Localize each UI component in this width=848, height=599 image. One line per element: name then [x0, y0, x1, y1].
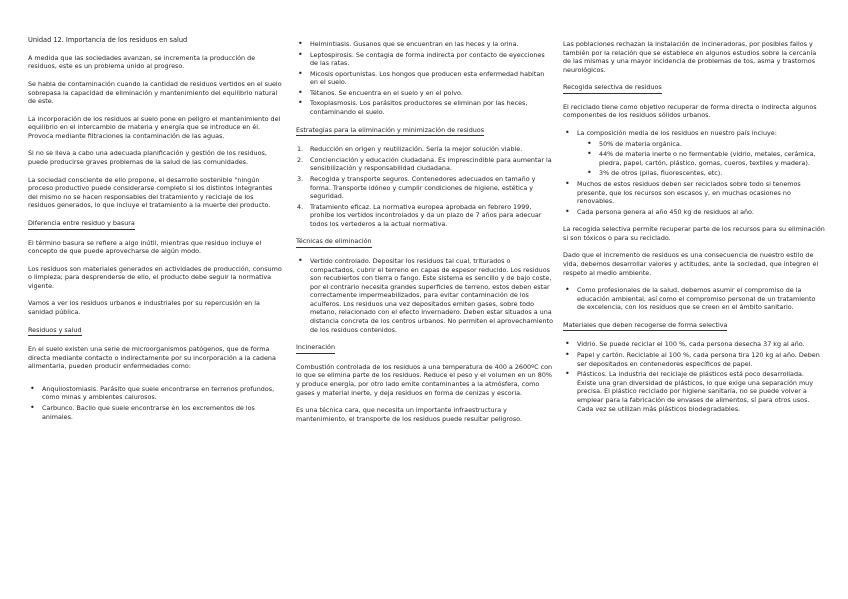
paragraph: En el suelo existen una serie de microorganismos patógenos, que de forma directa mediante contacto o indirectamente por su incorporación a la cadena alimentaria, pueden producir enfermedades como: [28, 345, 276, 371]
section-heading-tecnicas: Técnicas de eliminación [296, 237, 372, 248]
list-item [577, 129, 825, 178]
paragraph: Los residuos son materiales generados en actividades de producción, consumo o limpieza; para desprenderse de ello, el producto debe seguir la normativa vigente. [28, 264, 282, 290]
paragraph: La recogida selectiva permite recuperar parte de los recursos para su eliminación si son tóxicos o para su reciclado. [563, 225, 825, 242]
composition-list [563, 129, 825, 216]
paragraph: Dado que el incremento de residuos es una consecuencia de nuestro estilo de vida, debemos desarrollar valores y actitudes, ante la sociedad, que integren el respeto al medio ambiente. [563, 251, 819, 277]
paragraph: El término basura se refiere a algo inútil, mientras que residuo incluye el concepto de que puede aprovecharse de algún modo. [28, 238, 262, 256]
paragraph: Es una técnica cara, que necesita un importante infraestructura y mantenimiento, el transporte de los residuos puede resultar peligroso. [296, 406, 522, 423]
paragraph: La incorporación de los residuos al suelo pone en peligro el mantenimiento del equilibrio en el intercambio de materia y energía que se introduce en él. Provoca mediante filtraciones la contaminación de las aguas. [28, 114, 281, 140]
composition-sublist [585, 140, 825, 178]
list-item: • Como profesionales de la salud, debemos asumir el compromiso de la educación ambiental, así como el compromiso personal de un tratamiento de excelencia, con los residuos que se creen en el ámbito sanitario. [577, 286, 825, 312]
paragraph: Las poblaciones rechazan la instalación de incineradoras, por posibles fallos y también por la relación que se establece en algunos estudios sobre la cercanía de las mismas y una mayor incidencia de problemas de tos, asma y trastornos neurológicos. [563, 40, 817, 74]
strategies-list [296, 145, 554, 228]
section-heading-materiales: Materiales que deben recogerse de forma selectiva [563, 321, 727, 332]
sublist-item: • 3% de otros (pilas, fluorescentes, etc). [599, 169, 825, 178]
techniques-list [296, 257, 554, 334]
paragraph: Vamos a ver los residuos urbanos e industriales por su repercusión en la sanidad pública. [28, 299, 260, 316]
section-heading-estrategias: Estrategias para la eliminación y minimización de residuos [296, 126, 484, 137]
paragraph: Combustión controlada de los residuos a una temperatura de 400 a 2600ºC con lo que se elimina parte de los residuos. Reduce el peso y el volumen en un 80% y produce energía, por otro lado emite contaminantes a la atmósfera, como gases y material inerte, y deja residuos en forma de cenizas y escoria. [296, 362, 553, 397]
list-item: • Helmintiasis. Gusanos que se encuentran en las heces y la orina. [310, 40, 554, 49]
paragraph: Se habla de contaminación cuando la cantidad de residuos vertidos en el suelo sobrepasa la capacidad de eliminación y mantenimiento del equilibrio natural de este. [28, 79, 282, 106]
sublist-item: • 44% de materia inerte o no fermentable (vidrio, metales, cerámica, piedra, papel, cartón, plástico, gomas, cueros, textiles y madera). [599, 150, 825, 167]
list-item-text: La composición media de los residuos en nuestro país incluye: [577, 129, 777, 138]
list-item: • Muchos de estos residuos deben ser reciclados sobre todo si tenemos presente, que los recursos son escasos y, en muchas ocasiones no renovables. [577, 180, 825, 206]
column-1 [28, 36, 282, 430]
list-item: • Vidrio. Se puede reciclar el 100 %, cada persona desecha 37 kg al año. [577, 340, 825, 349]
list-item: • Anquilostomiasis. Parásito que suele encontrarse en terrenos profundos, como minas y ambientes calurosos. [42, 385, 282, 402]
list-item: Tratamiento eficaz. La normativa europea aprobada en febrero 1999, prohíbe los vertidos incontrolados y da un plazo de 7 años para adecuar todos los vertederos a la actual normativa. [310, 202, 542, 228]
section-heading-recogida: Recogida selectiva de residuos [563, 83, 662, 94]
list-item: Concienciación y educación ciudadana. Es imprescindible para aumentar la sensibilización y responsabilidad ciudadana. [310, 155, 552, 173]
list-item: • Carbunco. Bacilo que suele encontrarse en los excrementos de los animales. [42, 404, 282, 421]
paragraph: Si no se lleva a cabo una adecuada planificación y gestión de los residuos, puede producirse graves problemas de la salud de las comunidades. [28, 149, 267, 167]
list-item: • Micosis oportunistas. Los hongos que producen esta enfermedad habitan en el suelo. [310, 70, 554, 87]
column-3 [563, 40, 825, 422]
section-heading-residuos-salud: Residuos y salud [28, 326, 82, 337]
disease-list-continued [296, 40, 554, 117]
section-heading-incineracion: Incineración [296, 343, 335, 354]
list-item: Recogida y transporte seguros. Contenedores adecuados en tamaño y forma. Transporte idóneo y cumplir condiciones de higiene, estética y seguridad. [310, 174, 536, 201]
list-item: Reducción en origen y reutilización. Sería la mejor solución viable. [310, 145, 523, 154]
paragraph: El reciclado tiene como objetivo recuperar de forma directa o indirecta algunos componentes de los residuos sólidos urbanos. [563, 102, 817, 120]
list-item: • Vertido controlado. Depositar los residuos tal cual, triturados o compactados, cubrir el terreno en capas de espesor reducido. Los residuos son recubiertos con tierra o fango. Este sistema es sencillo y de bajo coste, por el contrario necesita grandes superficies de terreno, estos deben estar correctamente impermeabilizados, para evitar contaminación de los acuíferos. Los residuos una vez depositados emiten gases, sobre todo metano, relacionado con el efecto invernadero. Deben estar situados a una distancia concreta de los centros urbanos. No permiten el aprovechamiento de los residuos contenidos. [310, 257, 554, 334]
list-item: • Cada persona genera al año 450 kg de residuos al año. [577, 208, 825, 217]
disease-list [28, 385, 282, 421]
section-heading-residuo-basura: Diferencia entre residuo y basura [28, 219, 135, 230]
paragraph: La sociedad consciente de ello propone, el desarrollo sostenible "ningún proceso productivo puede considerarse completo si los distintos integrantes del mismo no se hacen responsables del tratamiento y reciclaje de los residuos generados, lo que incluye el tratamiento a la muerte del producto. [28, 175, 273, 210]
list-item: • Plásticos. La industria del reciclaje de plásticos está poco desarrollada. Existe una gran diversidad de plásticos, lo que exige una separación muy precisa. El plástico reciclado por higiene sanitaria, no se puede volver a emplear para la fabricación de envases de alimentos, sí para otros usos. Cada vez se utilizan más plásticos biodegradables. [577, 370, 825, 413]
list-item: • Toxoplasmosis. Los parásitos productores se eliminan por las heces, contaminando el suelo. [310, 99, 554, 116]
paragraph: A medida que las sociedades avanzan, se incrementa la producción de residuos, este es un problema unido al progreso. [28, 53, 256, 71]
list-item: • Leptospirosis. Se contagia de forma indirecta por contacto de eyecciones de las ratas. [310, 51, 554, 68]
column-2 [296, 40, 554, 432]
unit-title: Unidad 12. Importancia de los residuos en salud [28, 36, 188, 44]
materials-list [563, 340, 825, 413]
list-item: • Tétanos. Se encuentra en el suelo y en el polvo. [310, 89, 554, 98]
list-item: • Papel y cartón. Reciclable al 100 %, cada persona tira 120 kg al año. Deben ser depositados en contenedores específicos de papel. [577, 351, 825, 368]
sublist-item: • 50% de materia orgánica. [599, 140, 825, 149]
professional-list [563, 286, 825, 312]
